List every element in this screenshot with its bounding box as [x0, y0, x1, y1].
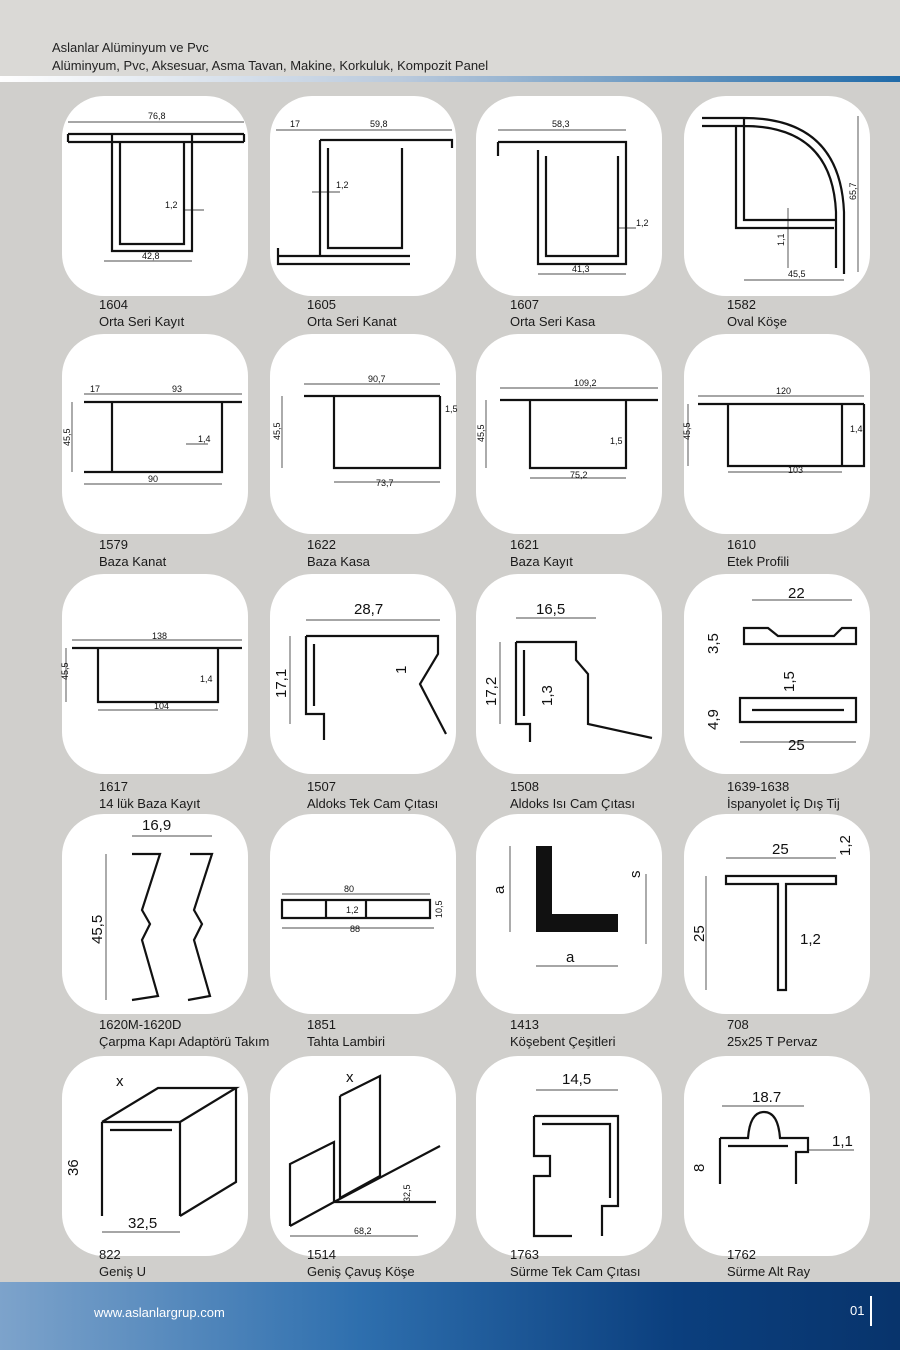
profile-drawing-1620M-1620D — [62, 814, 248, 1014]
product-name: Baza Kasa — [307, 554, 370, 569]
product-card-1610[interactable] — [684, 334, 870, 534]
product-card-708[interactable] — [684, 814, 870, 1014]
profile-drawing-1617 — [62, 574, 248, 774]
product-card-1617[interactable] — [62, 574, 248, 774]
svg-text:1,2: 1,2 — [800, 931, 821, 948]
profile-drawing-1607 — [476, 96, 662, 296]
profile-drawing-822 — [62, 1056, 248, 1256]
svg-text:18.7: 18.7 — [752, 1089, 782, 1106]
svg-text:25: 25 — [691, 925, 708, 942]
product-caption-1621 — [510, 536, 573, 570]
product-name: Oval Köşe — [727, 314, 787, 329]
product-name: Çarpma Kapı Adaptörü Takım — [99, 1034, 270, 1049]
svg-text:120: 120 — [776, 386, 792, 396]
svg-text:45,5: 45,5 — [60, 662, 70, 680]
product-caption-1579 — [99, 536, 166, 570]
product-card-1620M-1620D[interactable] — [62, 814, 248, 1014]
svg-text:45,5: 45,5 — [89, 914, 106, 944]
product-name: Sürme Tek Cam Çıtası — [510, 1264, 641, 1279]
svg-text:45,5: 45,5 — [272, 422, 282, 440]
svg-text:73,7: 73,7 — [376, 478, 394, 488]
svg-text:45,5: 45,5 — [62, 428, 72, 446]
product-code: 708 — [727, 1017, 749, 1032]
svg-text:76,8: 76,8 — [148, 111, 166, 121]
svg-text:1: 1 — [393, 665, 410, 674]
svg-text:45,5: 45,5 — [788, 269, 806, 279]
svg-text:32,5: 32,5 — [402, 1184, 412, 1202]
profile-drawing-708 — [684, 814, 870, 1014]
product-code: 1582 — [727, 297, 756, 312]
product-card-1851[interactable] — [270, 814, 456, 1014]
profile-drawing-1610 — [684, 334, 870, 534]
page-footer — [0, 1282, 900, 1350]
product-card-1762[interactable] — [684, 1056, 870, 1256]
svg-text:3,5: 3,5 — [705, 633, 722, 654]
svg-text:28,7: 28,7 — [354, 601, 384, 618]
svg-text:1,5: 1,5 — [445, 404, 458, 414]
product-code: 1507 — [307, 779, 336, 794]
svg-text:45,5: 45,5 — [476, 424, 486, 442]
product-name: 25x25 T Pervaz — [727, 1034, 818, 1049]
product-caption-708 — [727, 1016, 818, 1050]
product-card-1605[interactable] — [270, 96, 456, 296]
product-caption-1763 — [510, 1246, 641, 1280]
product-code: 1413 — [510, 1017, 539, 1032]
product-name: Geniş U — [99, 1264, 146, 1279]
svg-text:138: 138 — [152, 631, 168, 641]
product-card-1622[interactable] — [270, 334, 456, 534]
svg-text:1,5: 1,5 — [781, 671, 798, 692]
svg-text:1,4: 1,4 — [850, 424, 863, 434]
svg-text:17,1: 17,1 — [273, 668, 290, 698]
svg-text:32,5: 32,5 — [128, 1215, 158, 1232]
svg-text:a: a — [491, 885, 508, 894]
website-link[interactable]: www.aslanlargrup.com — [94, 1305, 225, 1320]
svg-text:16,5: 16,5 — [536, 601, 566, 618]
product-card-1582[interactable] — [684, 96, 870, 296]
profile-drawing-1621 — [476, 334, 662, 534]
product-card-1508[interactable] — [476, 574, 662, 774]
product-name: 14 lük Baza Kayıt — [99, 796, 201, 811]
profile-drawing-1639-1638 — [684, 574, 870, 774]
brand-name: Aslanlar Alüminyum ve Pvc — [52, 40, 209, 55]
brand-tagline: Alüminyum, Pvc, Aksesuar, Asma Tavan, Makine, Korkuluk, Kompozit Panel — [52, 58, 489, 73]
product-card-822[interactable] — [62, 1056, 248, 1256]
svg-text:10,5: 10,5 — [434, 900, 444, 918]
product-caption-822 — [99, 1246, 146, 1280]
svg-text:104: 104 — [154, 701, 170, 711]
product-name: Orta Seri Kanat — [307, 314, 397, 329]
product-caption-1617 — [99, 778, 200, 812]
svg-text:8: 8 — [691, 1163, 708, 1172]
svg-text:1,2: 1,2 — [165, 200, 178, 210]
product-caption-1604 — [99, 296, 184, 330]
svg-text:x: x — [346, 1069, 354, 1086]
product-code: 1851 — [307, 1017, 336, 1032]
svg-text:4,9: 4,9 — [705, 709, 722, 730]
profile-drawing-1508 — [476, 574, 662, 774]
product-caption-1508 — [510, 778, 635, 812]
product-code: 1621 — [510, 537, 539, 552]
product-name: Orta Seri Kasa — [510, 314, 596, 329]
profile-drawing-1622 — [270, 334, 456, 534]
svg-text:17,2: 17,2 — [483, 676, 500, 706]
product-code: 1610 — [727, 537, 756, 552]
svg-text:75,2: 75,2 — [570, 470, 588, 480]
svg-text:80: 80 — [344, 884, 355, 894]
page-number: 01 — [850, 1303, 865, 1318]
svg-text:1,5: 1,5 — [610, 436, 623, 446]
svg-text:14,5: 14,5 — [562, 1071, 592, 1088]
product-name: Geniş Çavuş Köşe — [307, 1264, 415, 1279]
product-name: Baza Kayıt — [510, 554, 573, 569]
product-caption-1582 — [727, 296, 787, 330]
svg-text:25: 25 — [788, 737, 805, 754]
product-code: 1622 — [307, 537, 336, 552]
product-card-1621[interactable] — [476, 334, 662, 534]
product-code: 822 — [99, 1247, 121, 1262]
product-code: 1508 — [510, 779, 539, 794]
svg-text:68,2: 68,2 — [354, 1226, 372, 1236]
svg-text:41,3: 41,3 — [572, 264, 590, 274]
profile-drawing-1582 — [684, 96, 870, 296]
profile-drawing-1604 — [62, 96, 248, 296]
svg-text:59,8: 59,8 — [370, 119, 388, 129]
product-code: 1579 — [99, 537, 128, 552]
svg-text:17: 17 — [90, 384, 101, 394]
page-header — [0, 0, 900, 82]
product-card-1639-1638[interactable] — [684, 574, 870, 774]
product-name: Baza Kanat — [99, 554, 167, 569]
product-name: Sürme Alt Ray — [727, 1264, 811, 1279]
profile-drawing-1514 — [270, 1056, 456, 1256]
product-card-1579[interactable] — [62, 334, 248, 534]
product-card-1413[interactable] — [476, 814, 662, 1014]
svg-text:65,7: 65,7 — [848, 182, 858, 200]
product-code: 1514 — [307, 1247, 336, 1262]
profile-drawing-1507 — [270, 574, 456, 774]
svg-text:25: 25 — [772, 841, 789, 858]
svg-text:17: 17 — [290, 119, 301, 129]
product-card-1604[interactable] — [62, 96, 248, 296]
svg-text:1,2: 1,2 — [636, 218, 649, 228]
product-caption-1507 — [307, 778, 438, 812]
svg-text:45,5: 45,5 — [682, 422, 692, 440]
product-card-1507[interactable] — [270, 574, 456, 774]
profile-drawing-1851 — [270, 814, 456, 1014]
profile-drawing-1413 — [476, 814, 662, 1014]
product-card-1514[interactable] — [270, 1056, 456, 1256]
product-code: 1639-1638 — [727, 779, 790, 794]
product-caption-1851 — [307, 1016, 385, 1050]
page-number-divider — [870, 1296, 872, 1326]
svg-text:1,3: 1,3 — [539, 685, 556, 706]
svg-text:1,2: 1,2 — [837, 835, 854, 856]
product-name: Aldoks Isı Cam Çıtası — [510, 796, 635, 811]
product-caption-1620M-1620D — [99, 1016, 269, 1050]
product-name: Etek Profili — [727, 554, 790, 569]
product-card-1763[interactable] — [476, 1056, 662, 1256]
svg-text:1,4: 1,4 — [198, 434, 211, 444]
product-code: 1604 — [99, 297, 128, 312]
product-caption-1639-1638 — [727, 778, 840, 812]
product-card-1607[interactable] — [476, 96, 662, 296]
product-code: 1605 — [307, 297, 336, 312]
product-caption-1605 — [307, 296, 397, 330]
svg-text:42,8: 42,8 — [142, 251, 160, 261]
svg-text:1,2: 1,2 — [346, 905, 359, 915]
profile-drawing-1579 — [62, 334, 248, 534]
svg-text:s: s — [627, 870, 644, 878]
product-caption-1762 — [727, 1246, 810, 1280]
product-name: İspanyolet İç Dış Tij — [727, 796, 840, 811]
svg-text:1,1: 1,1 — [832, 1133, 853, 1150]
svg-text:22: 22 — [788, 585, 805, 602]
svg-text:103: 103 — [788, 465, 804, 475]
product-code: 1617 — [99, 779, 128, 794]
svg-text:90: 90 — [148, 474, 159, 484]
header-gradient-band — [0, 76, 900, 82]
svg-text:93: 93 — [172, 384, 183, 394]
svg-text:109,2: 109,2 — [574, 378, 597, 388]
product-caption-1413 — [510, 1016, 616, 1050]
product-name: Tahta Lambiri — [307, 1034, 386, 1049]
svg-text:1,2: 1,2 — [336, 180, 349, 190]
svg-text:36: 36 — [65, 1159, 82, 1176]
profile-drawing-1762 — [684, 1056, 870, 1256]
svg-text:16,9: 16,9 — [142, 817, 172, 834]
product-name: Köşebent Çeşitleri — [510, 1034, 616, 1049]
svg-text:a: a — [566, 949, 575, 966]
svg-text:1,4: 1,4 — [200, 674, 213, 684]
product-caption-1610 — [727, 536, 789, 570]
profile-drawing-1605 — [270, 96, 456, 296]
svg-text:90,7: 90,7 — [368, 374, 386, 384]
svg-text:x: x — [116, 1073, 124, 1090]
product-code: 1620M-1620D — [99, 1017, 182, 1032]
product-code: 1762 — [727, 1247, 756, 1262]
product-code: 1607 — [510, 297, 539, 312]
svg-text:1,1: 1,1 — [776, 233, 786, 246]
product-caption-1607 — [510, 296, 595, 330]
product-name: Aldoks Tek Cam Çıtası — [307, 796, 439, 811]
svg-text:58,3: 58,3 — [552, 119, 570, 129]
product-caption-1514 — [307, 1246, 415, 1280]
product-code: 1763 — [510, 1247, 539, 1262]
product-name: Orta Seri Kayıt — [99, 314, 185, 329]
product-caption-1622 — [307, 536, 370, 570]
svg-text:88: 88 — [350, 924, 361, 934]
profile-drawing-1763 — [476, 1056, 662, 1256]
